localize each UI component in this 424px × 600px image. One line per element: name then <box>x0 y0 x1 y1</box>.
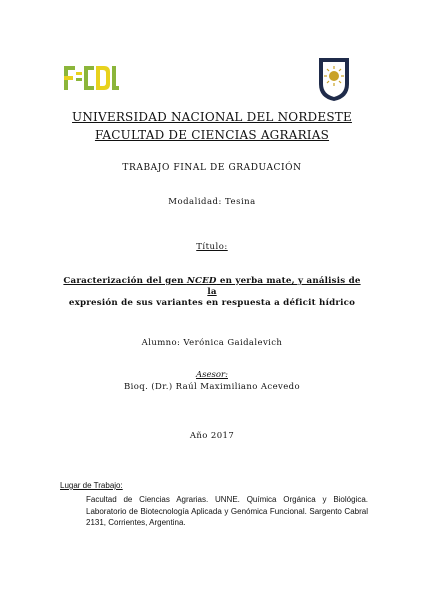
faculty-logo-icon <box>62 62 120 96</box>
title-label: Título: <box>196 242 228 252</box>
advisor-label: Asesor: <box>196 370 228 380</box>
advisor-name: Bioq. (Dr.) Raúl Maximiliano Acevedo <box>123 382 301 392</box>
year: Año 2017 <box>189 431 235 441</box>
thesis-title-line1 <box>60 276 364 298</box>
title-part-after: en yerba mate, y análisis de la <box>207 276 361 297</box>
faculty-name: FACULTAD DE CIENCIAS AGRARIAS <box>94 128 330 142</box>
modality: Modalidad: Tesina <box>168 197 256 207</box>
thesis-title-line2: expresión de sus variantes en respuesta a déficit hídrico <box>68 298 356 308</box>
university-seal-icon <box>316 56 352 102</box>
thesis-title <box>60 276 364 309</box>
title-part-before: Caracterización del gen <box>63 276 187 286</box>
workplace-text: Facultad de Ciencias Agrarias. UNNE. Química Orgánica y Biológica. Laboratorio de Biotecnología Aplicada y Genómica Funcional. Sargento Cabral 2131, Corrientes, Argentina. <box>86 495 368 527</box>
student-name: Alumno: Verónica Gaidalevich <box>141 338 283 348</box>
gene-name: NCED <box>186 276 217 286</box>
university-name: UNIVERSIDAD NACIONAL DEL NORDESTE <box>72 110 352 124</box>
work-type: TRABAJO FINAL DE GRADUACIÓN <box>122 163 302 173</box>
workplace-label: Lugar de Trabajo: <box>60 481 123 490</box>
